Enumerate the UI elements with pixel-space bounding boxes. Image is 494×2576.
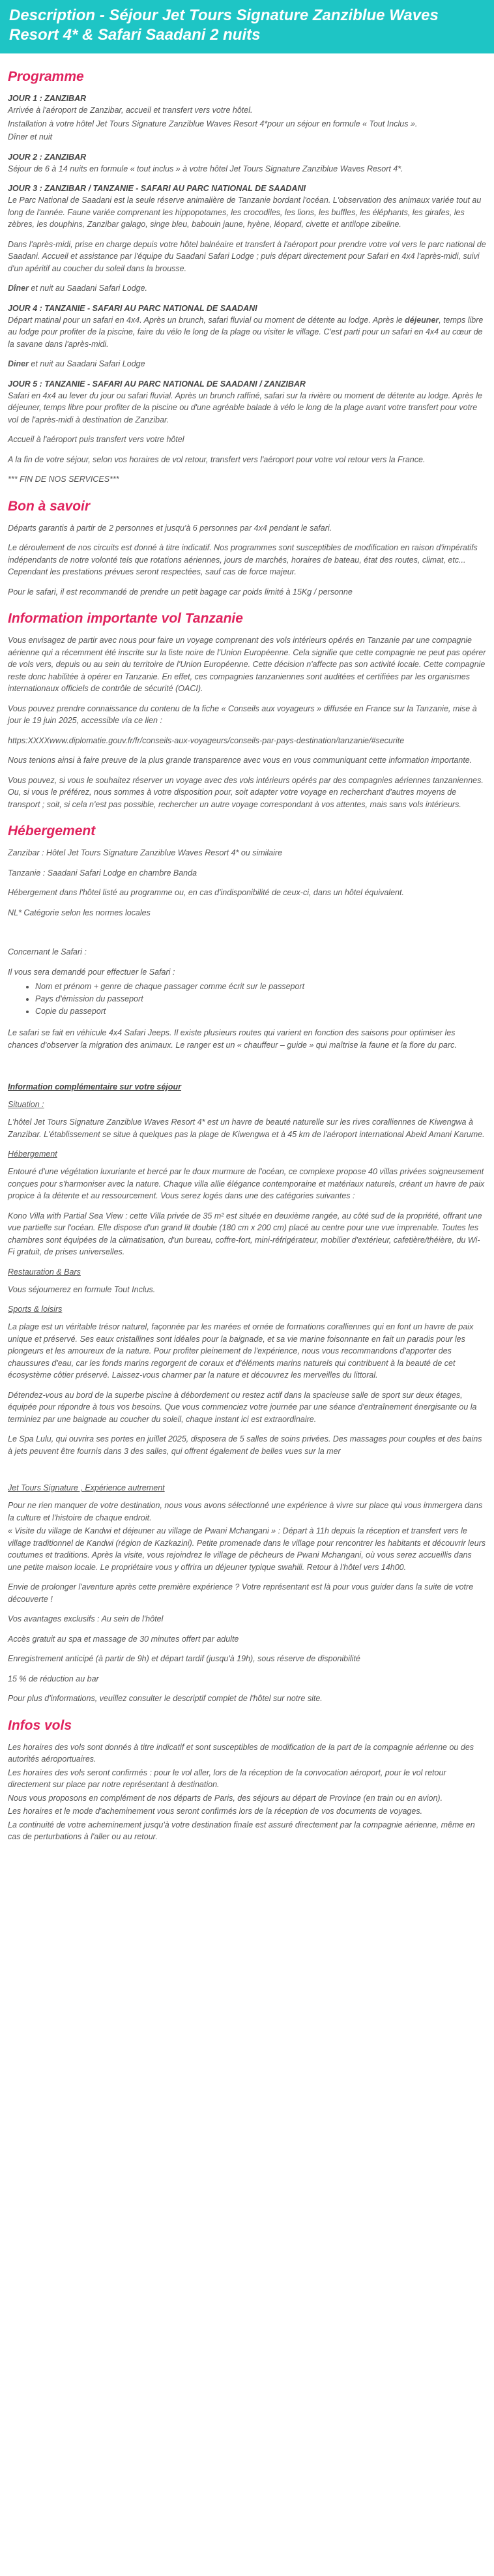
signature-paragraph: Pour plus d'informations, veuillez consulter le descriptif complet de l'hôtel sur notre site. bbox=[8, 1694, 323, 1703]
day-4 bbox=[8, 303, 486, 370]
info-paragraph: Vous pouvez prendre connaissance du contenu de la fiche « Conseils aux voyageurs » diffusée en France sur la Tanzanie, mise à jour le 19 juin 2025, accessible via ce lien : bbox=[8, 703, 477, 725]
meal-label: déjeuner bbox=[405, 315, 439, 325]
transport-title: Information importante vol Tanzanie bbox=[8, 611, 243, 626]
day-paragraph bbox=[8, 314, 486, 351]
hebergement-title: Hébergement bbox=[8, 823, 96, 838]
day-closing bbox=[8, 358, 486, 370]
info-link: https:XXXXwww.diplomatie.gouv.fr/fr/conseils-aux-voyageurs/conseils-par-pays-destination/tanzanie/#securite bbox=[8, 735, 405, 745]
spacer bbox=[8, 1469, 486, 1478]
signature-paragraph: Vos avantages exclusifs : Au sein de l'hôtel bbox=[8, 1614, 164, 1623]
meal-label: Diner bbox=[8, 359, 29, 368]
day-paragraph: Safari en 4x4 au lever du jour ou safari fluvial. Après un brunch raffiné, safari sur la rivière ou moment de détente au lodge. Après le déjeuner, temps libre pour profiter de la piscine ou d'une agréable balade à vélo le long de la plage avant votre transfert pour votre vol de l'après-midi à destination de Zanzibar. bbox=[8, 391, 482, 424]
programme-title: Programme bbox=[8, 69, 84, 84]
day-1 bbox=[8, 93, 486, 143]
vols-line: La continuité de votre acheminement jusqu'à votre destination finale est assuré directement par la compagnie aérienne, même en cas de perturbations à l'aller ou au retour. bbox=[8, 1820, 475, 1841]
vols-line: Nous vous proposons en complément de nos départs de Paris, des séjours au départ de Province (en train ou en avion). bbox=[8, 1793, 443, 1803]
signature-paragraph: Enregistrement anticipé (à partir de 9h) et départ tardif (jusqu'à 19h), sous réserve de disponibilité bbox=[8, 1654, 360, 1663]
day-paragraph: Accueil à l'aéroport puis transfert vers votre hôtel bbox=[8, 435, 184, 444]
programme-section bbox=[8, 68, 486, 486]
day-title: JOUR 1 : ZANZIBAR bbox=[8, 94, 87, 103]
info-paragraph: NL* Catégorie selon les normes locales bbox=[8, 908, 151, 917]
sports-paragraph: Le Spa Lulu, qui ouvrira ses portes en juillet 2025, disposera de 5 salles de soins privées. Des massages pour couples et des bains à jets peuvent être fournis dans 3 des salles, qui offrent également de belles vues sur la mer bbox=[8, 1434, 482, 1456]
closing-text: et nuit au Saadani Safari Lodge bbox=[28, 359, 145, 368]
sports-paragraph: Détendez-vous au bord de la superbe piscine à débordement ou restez actif dans la spacieuse salle de sport sur deux étages, équipée pour répondre à tous vos besoins. Que vous commenciez votre journée par une séance d'entraînement énergisante ou la terminiez par une baignade au coucher du soleil, chaque instant ici est extraordinaire. bbox=[8, 1390, 477, 1424]
docs-list bbox=[35, 981, 486, 1018]
hebergement-label: Hébergement bbox=[8, 1149, 57, 1159]
day-line: Séjour de 6 à 14 nuits en formule « tout inclus » à votre hôtel Jet Tours Signature Zanziblue Waves Resort 4*. bbox=[8, 164, 403, 173]
day-title: JOUR 5 : TANZANIE - SAFARI AU PARC NATIONAL DE SAADANI / ZANZIBAR bbox=[8, 379, 306, 389]
list-item: • Nom et prénom + genre de chaque passager comme écrit sur le passeport bbox=[35, 981, 486, 993]
spacer bbox=[8, 1063, 486, 1072]
list-item: • Pays d'émission du passeport bbox=[35, 993, 486, 1005]
vols-line: Les horaires et le mode d'acheminement vous seront confirmés lors de la réception de vos documents de voyages. bbox=[8, 1807, 423, 1816]
info-paragraph: Hébergement dans l'hôtel listé au programme ou, en cas d'indisponibilité de ceux-ci, dans un hôtel équivalent. bbox=[8, 888, 404, 897]
signature-paragraph: Pour ne rien manquer de votre destination, nous vous avons sélectionné une expérience à vivre sur place qui vous immergera dans la culture et l'histoire de chaque endroit. bbox=[8, 1501, 483, 1522]
infos-vols-title: Infos vols bbox=[8, 1717, 72, 1733]
info-paragraph: Départs garantis à partir de 2 personnes et jusqu'à 6 personnes par 4x4 pendant le safari. bbox=[8, 523, 332, 533]
info-paragraph: Vous envisagez de partir avec nous pour faire un voyage comprenant des vols intérieurs opérés en Tanzanie par une compagnie aérienne qui a récemment été inscrite sur la liste noire de l'Union Européenne. Cela signifie que cette compagnie ne peut pas opérer de vols vers, depuis ou au sein du territoire de l'Union Européenne. Cette décision n'affecte pas son activité locale. Cette compagnie reste donc habilitée à opérer en Tanzanie. En effet, ces compagnies tanzaniennes sont auditées et certifiées par les organismes internationaux officiels de contrôle de sécurité (OACI). bbox=[8, 636, 486, 693]
vols-line: Les horaires des vols seront confirmés : pour le vol aller, lors de la réception de la convocation aéroport, pour le vol retour directement sur place par notre représentant à destination. bbox=[8, 1768, 446, 1789]
day-line: Installation à votre hôtel Jet Tours Signature Zanziblue Waves Resort 4*pour un séjour en formule « Tout Inclus ». bbox=[8, 119, 418, 128]
vols-paragraph: Les horaires des vols sont donnés à titre indicatif et sont susceptibles de modification de la part de la compagnie aérienne ou des autorités aéroportuaires. bbox=[8, 1742, 474, 1764]
spacer bbox=[8, 926, 486, 946]
restau-paragraph: Vous séjournerez en formule Tout Inclus. bbox=[8, 1284, 156, 1294]
day-paragraph: Dans l'après-midi, prise en charge depuis votre hôtel balnéaire et transfert à l'aéroport pour prendre votre vol vers le parc national de Saadani. Accueil et assistance par l'équipe du Saadani Safari Lodge ; puis départ directement pour Safari en 4x4 l'après-midi, suivi d'un apéritif au coucher du soleil dans la brousse. bbox=[8, 239, 486, 273]
infos-vols-section bbox=[8, 1717, 486, 1843]
text-part: Départ matinal pour un safari en 4x4. Après un brunch, safari fluvial ou moment de détente au lodge. Après le bbox=[8, 315, 405, 325]
safari-intro: Concernant le Safari : bbox=[8, 947, 87, 956]
signature-paragraph: 15 % de réduction au bar bbox=[8, 1674, 99, 1683]
situation-paragraph: L'hôtel Jet Tours Signature Zanziblue Waves Resort 4* est un havre de beauté naturelle sur les rives coralliennes de Kiwengwa à Zanzibar. L'établissement se situe à quelques pas la plage de Kiwengwa et à 45 km de l'aéroport international Abeid Amani Karume. bbox=[8, 1118, 485, 1139]
hebergement-section bbox=[8, 822, 486, 1051]
meal-label: Dîner bbox=[8, 284, 29, 293]
sports-label: Sports & loisirs bbox=[8, 1305, 63, 1314]
list-item: • Copie du passeport bbox=[35, 1005, 486, 1018]
signature-paragraph: « Visite du village de Kandwi et déjeuner au village de Pwani Mchangani » : Départ à 11h depuis la réception et transfert vers le village traditionnel de Kandwi (région de Kazkazini). Petite promenade dans le village pour rencontrer les habitants et découvrir leurs coutumes et traditions. Après la visite, vous rejoindrez le village de pêcheurs de Pwani Mchangani, où vous serez accueillis dans une petite maison locale. Le propriétaire vous y offrira un déjeuner typique swahili. Retour à l'hôtel vers 14h00. bbox=[8, 1526, 486, 1572]
hebergement-paragraph: Entouré d'une végétation luxuriante et bercé par le doux murmure de l'océan, ce complexe propose 40 villas privées soigneusement conçues pour s'harmoniser avec la nature. Chaque villa allie élégance contemporaine et matériaux naturels, créant un havre de paix propice à la détente et au ressourcement. Vous serez logés dans une des catégories suivantes : bbox=[8, 1167, 485, 1200]
page-title: Description - Séjour Jet Tours Signature Zanziblue Waves Resort 4* & Safari Saadani 2 nuits bbox=[9, 7, 439, 44]
info-paragraph: Nous tenions ainsi à faire preuve de la plus grande transparence avec vous en vous communiquant cette information importante. bbox=[8, 756, 472, 765]
signature-section bbox=[8, 1482, 486, 1705]
restau-label: Restauration & Bars bbox=[8, 1267, 81, 1277]
info-paragraph: Zanzibar : Hôtel Jet Tours Signature Zanziblue Waves Resort 4* ou similaire bbox=[8, 848, 283, 857]
info-paragraph: Pour le safari, il est recommandé de prendre un petit bagage car poids limité à 15Kg / personne bbox=[8, 587, 353, 597]
transport-section bbox=[8, 610, 486, 810]
page-header bbox=[0, 0, 494, 53]
day-title: JOUR 3 : ZANZIBAR / TANZANIE - SAFARI AU PARC NATIONAL DE SAADANI bbox=[8, 184, 306, 193]
day-line: Dîner et nuit bbox=[8, 132, 53, 141]
hebergement-paragraph: Kono Villa with Partial Sea View : cette Villa privée de 35 m² est située en deuxième rangée, au côté sud de la propriété, offrant une vue partielle sur l'océan. Elle dispose d'un grand lit double (180 cm x 200 cm) placé au centre pour une vue imprenable. Toutes les chambres sont équipées de la climatisation, d'un bureau, coffre-fort, mini-réfrigérateur, mobilier d'extérieur, cafetière/théière, du Wi-Fi gratuit, de prises universelles. bbox=[8, 1211, 482, 1256]
info-paragraph: Vous pouvez, si vous le souhaitez réserver un voyage avec des vols intérieurs opérés par des compagnies aériennes tanzaniennes. Ou, si vous le préférez, nous sommes à votre disposition pour, soit adapter votre voyage en recherchant d'autres moyens de transport ; soit, si cela n'est pas possible, rechercher un autre voyage correspondant à vos attentes, mais sans vols intérieurs. bbox=[8, 775, 484, 809]
safari-paragraph: Le safari se fait en véhicule 4x4 Safari Jeeps. Il existe plusieurs routes qui varient en fonction des saisons pour optimiser les chances d'observer la migration des animaux. Le ranger est un « chauffeur – guide » qui maîtrise la faune et la flore du parc. bbox=[8, 1028, 457, 1050]
day-3 bbox=[8, 183, 486, 295]
day-line: Arrivée à l'aéroport de Zanzibar, accueil et transfert vers votre hôtel. bbox=[8, 106, 253, 115]
text-part: , temps libre au lodge pour profiter de la piscine, faire du vélo le long de la plage ou visiter le village. C'est parti pour un safari en 4x4 au cœur de la savane dans l'après-midi. bbox=[8, 315, 484, 349]
day-paragraph: Le Parc National de Saadani est la seule réserve animalière de Tanzanie bordant l'océan. L'observation des animaux variée tout au long de l'année. Faune variée comprenant les hippopotames, les crocodiles, les lions, les buffles, les éléphants, les girafes, les zèbres, les douphins, Zanzibar galago, singe bleu, babouin jaune, hyène, léopard, civette et antilope zibeline. bbox=[8, 196, 482, 229]
hotel-info-section bbox=[8, 1081, 486, 1457]
signature-paragraph: Envie de prolonger l'aventure après cette première expérience ? Votre représentant est là pour vous guider dans la suite de votre découverte ! bbox=[8, 1582, 474, 1604]
signature-heading: Jet Tours Signature , Expérience autrement bbox=[8, 1483, 165, 1492]
docs-intro: Il vous sera demandé pour effectuer le Safari : bbox=[8, 967, 175, 977]
bon-a-savoir-section bbox=[8, 497, 486, 599]
closing-text: et nuit au Saadani Safari Lodge. bbox=[28, 284, 148, 293]
bon-a-savoir-title: Bon à savoir bbox=[8, 498, 91, 514]
situation-label: Situation : bbox=[8, 1100, 44, 1109]
hotel-info-heading: Information complémentaire sur votre séjour bbox=[8, 1082, 182, 1091]
info-paragraph: Le déroulement de nos circuits est donné à titre indicatif. Nos programmes sont susceptibles de modification en raison d'impératifs indépendants de notre volonté tels que rotations aériennes, jours de marchés, horaires de bateau, état des routes, climat, etc... Cependant les prestations prévues seront respectées, sauf cas de force majeur. bbox=[8, 543, 478, 576]
main-content bbox=[0, 53, 494, 1874]
day-title: JOUR 2 : ZANZIBAR bbox=[8, 152, 87, 162]
signature-paragraph: Accès gratuit au spa et massage de 30 minutes offert par adulte bbox=[8, 1634, 239, 1644]
sports-paragraph: La plage est un véritable trésor naturel, façonnée par les marées et ornée de formations coralliennes qui en font un havre de paix unique et préservé. Ses eaux cristallines sont idéales pour la baignade, et sa vie marine foisonnante en fait un paradis pour les plongeurs et les amoureux de la nature. Pour profiter pleinement de l'expérience, nous vous recommandons d'apporter des chaussures d'eau, car les fonds marins regorgent de coraux et d'éléments marins naturels qui contribuent à la beauté de cet écosystème côtier préservé. Laissez-vous charmer par la nature et découvrez les merveilles du littoral. bbox=[8, 1322, 474, 1380]
day-5 bbox=[8, 378, 486, 486]
day-closing bbox=[8, 282, 486, 295]
end-of-services: *** FIN DE NOS SERVICES*** bbox=[8, 475, 119, 484]
info-paragraph: Tanzanie : Saadani Safari Lodge en chambre Banda bbox=[8, 868, 197, 878]
day-2 bbox=[8, 151, 486, 175]
day-title: JOUR 4 : TANZANIE - SAFARI AU PARC NATIONAL DE SAADANI bbox=[8, 303, 257, 313]
day-paragraph: A la fin de votre séjour, selon vos horaires de vol retour, transfert vers l'aéroport pour votre vol retour vers la France. bbox=[8, 454, 426, 464]
